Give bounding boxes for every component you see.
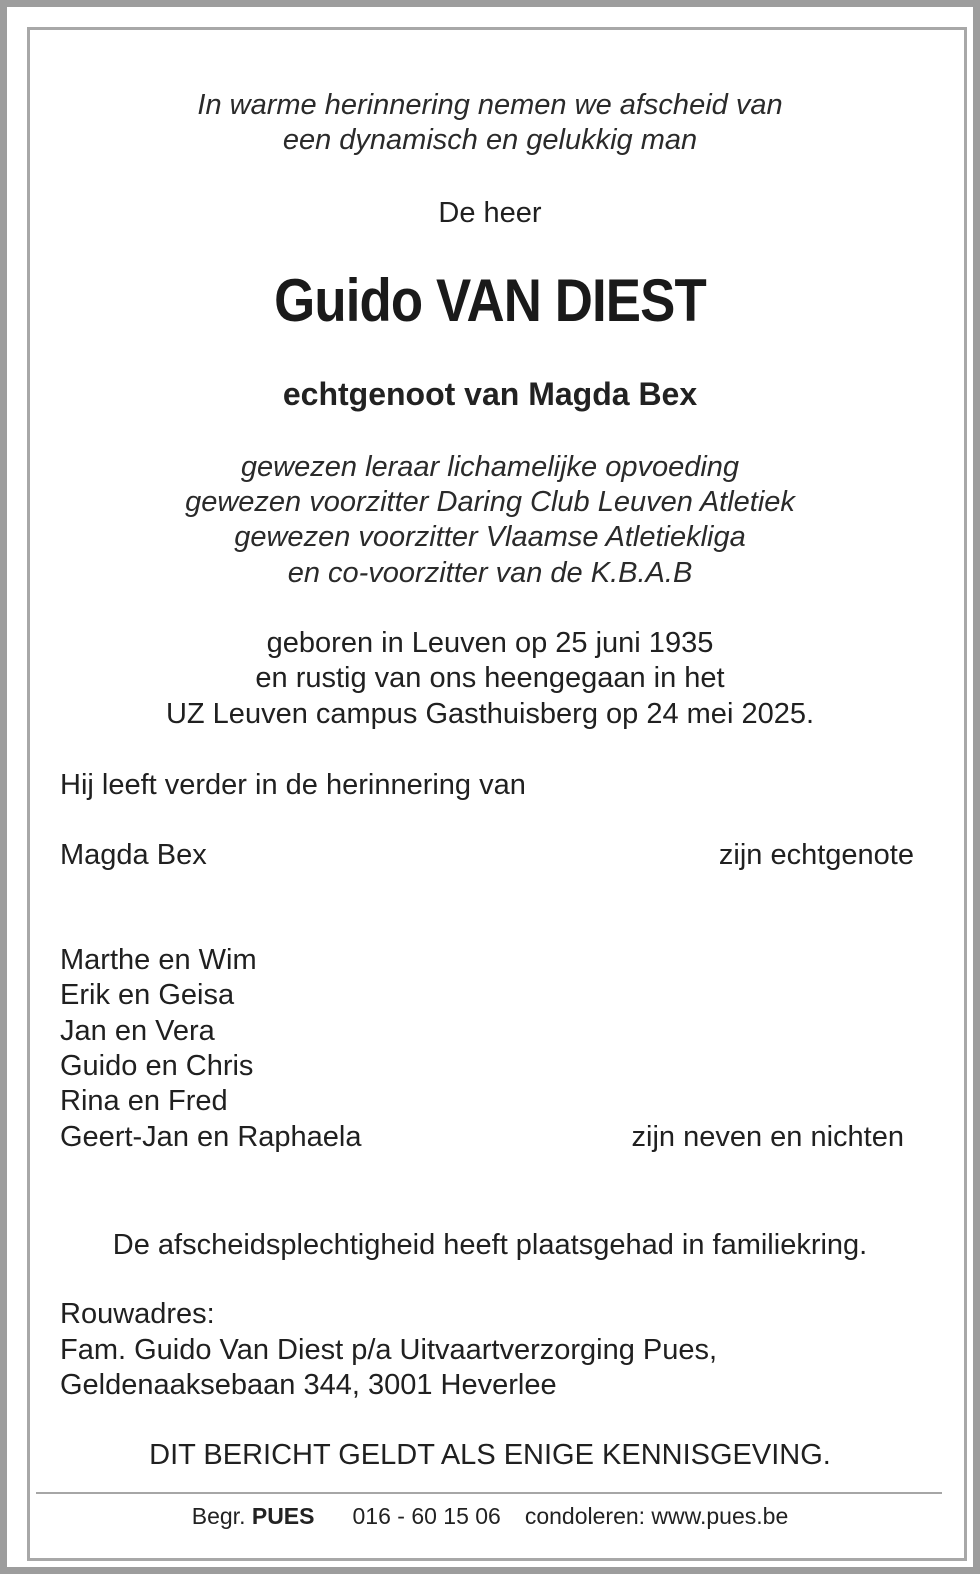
death-line-1: en rustig van ons heengegaan in het: [255, 662, 725, 694]
footer-prefix: Begr.: [191, 1503, 246, 1529]
relative-4: Guido en Chris: [60, 1050, 254, 1082]
address-label: Rouwadres:: [60, 1298, 215, 1330]
footer: [0, 1500, 980, 1532]
role-line-2: gewezen voorzitter Daring Club Leuven Atletiek: [185, 486, 795, 518]
remembrance-intro: Hij leeft verder in de herinnering van: [60, 769, 526, 801]
sole-notice: DIT BERICHT GELDT ALS ENIGE KENNISGEVING.: [149, 1439, 831, 1471]
intro-line-2: een dynamisch en gelukkig man: [282, 124, 698, 156]
deceased-name: Guido VAN DIEST: [274, 267, 706, 334]
relative-2: Erik en Geisa: [60, 979, 235, 1011]
ceremony-notice: De afscheidsplechtigheid heeft plaatsgehad in familiekring.: [112, 1229, 868, 1261]
address-line-1: Fam. Guido Van Diest p/a Uitvaartverzorging Pues,: [60, 1334, 718, 1366]
role-line-3: gewezen voorzitter Vlaamse Atletiekliga: [234, 521, 746, 553]
spouse-relation: zijn echtgenote: [718, 839, 914, 871]
role-line-4: en co-voorzitter van de K.B.A.B: [287, 557, 693, 589]
intro-line-1: In warme herinnering nemen we afscheid van: [197, 89, 783, 121]
role-line-1: gewezen leraar lichamelijke opvoeding: [240, 451, 740, 483]
relatives-relation: zijn neven en nichten: [631, 1121, 904, 1153]
funeral-home-name: PUES: [251, 1503, 315, 1529]
address-line-2: Geldenaaksebaan 344, 3001 Heverlee: [60, 1369, 557, 1401]
death-line-2: UZ Leuven campus Gasthuisberg op 24 mei 2025.: [165, 698, 815, 730]
footer-divider: [36, 1492, 942, 1494]
spouse-line: echtgenoot van Magda Bex: [282, 376, 698, 412]
relative-6: Geert-Jan en Raphaela: [60, 1121, 362, 1153]
relative-3: Jan en Vera: [60, 1015, 215, 1047]
relative-5: Rina en Fred: [60, 1085, 228, 1117]
funeral-home-phone: 016 - 60 15 06: [352, 1503, 501, 1529]
birth-line: geboren in Leuven op 25 juni 1935: [266, 627, 714, 659]
condolence-link[interactable]: condoleren: www.pues.be: [524, 1503, 789, 1529]
salutation: De heer: [438, 197, 542, 229]
spouse-name: Magda Bex: [60, 839, 207, 871]
relative-1: Marthe en Wim: [60, 944, 257, 976]
